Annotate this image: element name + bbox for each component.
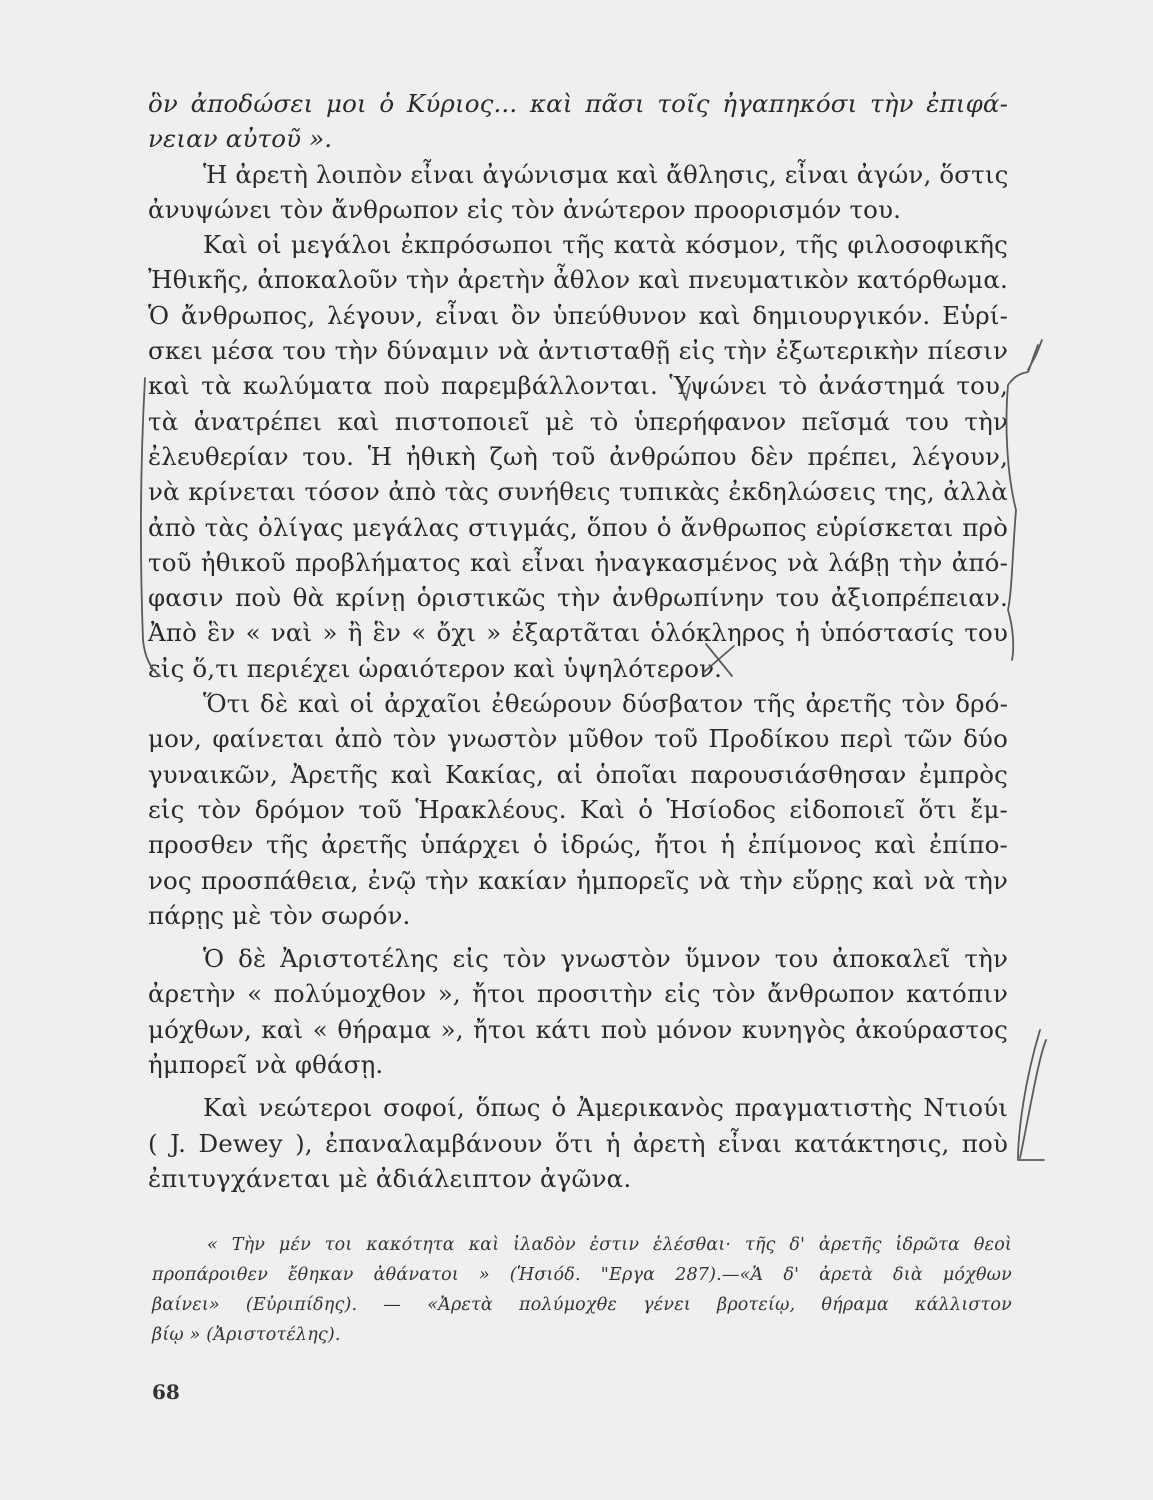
- text-line: Καὶ νεώτεροι σοφοί, ὅπως ὁ Ἀμερικανὸς πραγματιστὴς Ντιούι: [203, 1093, 1008, 1123]
- footnote-line: βίῳ » (Ἀριστοτέλης).: [152, 1325, 341, 1345]
- text-line: Ὁ δὲ Ἀριστοτέλης εἰς τὸν γνωστὸν ὕμνον του ἀποκαλεῖ τὴν: [203, 944, 1008, 974]
- text-line: ἠμπορεῖ νὰ φθάσῃ.: [148, 1050, 384, 1080]
- text-line: ἀρετὴν « πολύμοχθον », ἤτοι προσιτὴν εἰς τὸν ἄνθρωπον κατόπιν: [148, 979, 1008, 1009]
- text-line: πάρῃς μὲ τὸν σωρόν.: [148, 900, 411, 930]
- footnote-line: βαίνει» (Εὐριπίδης). — «Ἀρετὰ πολύμοχθε γένει βροτείῳ, θήραμα κάλλιστον: [152, 1295, 1012, 1315]
- text-line: ἐλευθερίαν του. Ἡ ἠθικὴ ζωὴ τοῦ ἀνθρώπου δὲν πρέπει, λέγουν,: [148, 441, 1008, 471]
- text-line: νὰ κρίνεται τόσον ἀπὸ τὰς συνήθεις τυπικὰς ἐκδηλώσεις της, ἀλλὰ: [148, 477, 1008, 507]
- text-line: Ἡ ἀρετὴ λοιπὸν εἶναι ἀγώνισμα καὶ ἄθλησις, εἶναι ἀγών, ὅστις: [203, 159, 1009, 189]
- text-line: καὶ τὰ κωλύματα ποὺ παρεμβάλλονται. Ὑψώνει τὸ ἀνάστημά του,: [148, 371, 1008, 401]
- text-line: προσθεν τῆς ἀρετῆς ὑπάρχει ὁ ἱδρώς, ἤτοι ἡ ἐπίμονος καὶ ἐπίπο-: [148, 830, 1008, 860]
- text-line: τοῦ ἠθικοῦ προβλήματος καὶ εἶναι ἠναγκασμένος νὰ λάβῃ τὴν ἀπό-: [148, 547, 1008, 577]
- text-line: ἀπὸ τὰς ὀλίγας μεγάλας στιγμάς, ὅπου ὁ ἄνθρωπος εὑρίσκεται πρὸ: [148, 512, 1008, 542]
- text-line: Καὶ οἱ μεγάλοι ἐκπρόσωποι τῆς κατὰ κόσμον, τῆς φιλοσοφικῆς: [203, 230, 1008, 260]
- page-number: 68: [152, 1380, 180, 1404]
- text-line: εἰς τὸν δρόμον τοῦ Ἡρακλέους. Καὶ ὁ Ἡσίοδος εἰδοποιεῖ ὅτι ἔμ-: [148, 794, 1008, 824]
- text-line: Ἀπὸ ἓν « ναὶ » ἢ ἓν « ὄχι » ἐξαρτᾶται ὁλόκληρος ἡ ὑπόστασίς του: [148, 618, 1008, 648]
- check-mark-top: [1028, 340, 1042, 370]
- text-line: μόχθων, καὶ « θήραμα », ἤτοι κάτι ποὺ μόνον κυνηγὸς ἀκούραστος: [148, 1014, 1008, 1044]
- text-line: Ὁ ἄνθρωπος, λέγουν, εἶναι ὂν ὑπεύθυνον καὶ δημιουργικόν. Εὑρί-: [148, 300, 1008, 330]
- text-line: ἀνυψώνει τὸν ἄνθρωπον εἰς τὸν ἀνώτερον προορισμόν του.: [148, 194, 902, 224]
- footnotes: [152, 1230, 1012, 1350]
- text-line: ἐπιτυγχάνεται μὲ ἀδιάλειπτον ἀγῶνα.: [148, 1163, 632, 1193]
- text-line: νος προσπάθεια, ἐνῷ τὴν κακίαν ἠμπορεῖς νὰ τὴν εὕρῃς καὶ νὰ τὴν: [148, 865, 1008, 895]
- footnote-line: προπάροιθεν ἔθηκαν ἀθάνατοι » (Ἡσιόδ. "Εργα 287).—«Ἁ δ' ἀρετὰ διὰ μόχθων: [152, 1265, 1012, 1285]
- text-line: Ἠθικῆς, ἀποκαλοῦν τὴν ἀρετὴν ἆθλον καὶ πνευματικὸν κατόρθωμα.: [148, 265, 1008, 295]
- text-line: Ὅτι δὲ καὶ οἱ ἀρχαῖοι ἐθεώρουν δύσβατον τῆς ἀρετῆς τὸν δρό-: [203, 689, 1008, 719]
- footnote-line: « Τὴν μέν τοι κακότητα καὶ ἰλαδὸν ἐστιν ἑλέσθαι· τῆς δ' ἀρετῆς ἱδρῶτα θεοὶ: [207, 1235, 1012, 1255]
- text-line: μον, φαίνεται ἀπὸ τὸν γνωστὸν μῦθον τοῦ Προδίκου περὶ τῶν δύο: [148, 724, 1008, 754]
- text-line: ( J. Dewey ), ἐπαναλαμβάνουν ὅτι ἡ ἀρετὴ εἶναι κατάκτησις, ποὺ: [148, 1128, 1008, 1158]
- margin-bracket-right: [1018, 1030, 1046, 1160]
- text-line: νειαν αὐτοῦ ».: [148, 124, 333, 154]
- text-line: γυναικῶν, Ἀρετῆς καὶ Κακίας, αἱ ὁποῖαι παρουσιάσθησαν ἐμπρὸς: [148, 759, 1008, 789]
- text-line: εἰς ὅ,τι περιέχει ὡραιότερον καὶ ὑψηλότερον.: [148, 653, 723, 683]
- text-line: ὃν ἀποδώσει μοι ὁ Κύριος... καὶ πᾶσι τοῖς ἠγαπηκόσι τὴν ἐπιφά-: [148, 89, 1008, 118]
- text-line: σκει μέσα του τὴν δύναμιν νὰ ἀντισταθῇ εἰς τὴν ἐξωτερικὴν πίεσιν: [148, 336, 1008, 366]
- main-text: [148, 86, 1008, 1196]
- text-line: τὰ ἀνατρέπει καὶ πιστοποιεῖ μὲ τὸ ὑπερήφανον πεῖσμά του τὴν: [148, 406, 1008, 436]
- text-line: φασιν ποὺ θὰ κρίνῃ ὁριστικῶς τὴν ἀνθρωπίνην του ἀξιοπρέπειαν.: [148, 583, 1008, 613]
